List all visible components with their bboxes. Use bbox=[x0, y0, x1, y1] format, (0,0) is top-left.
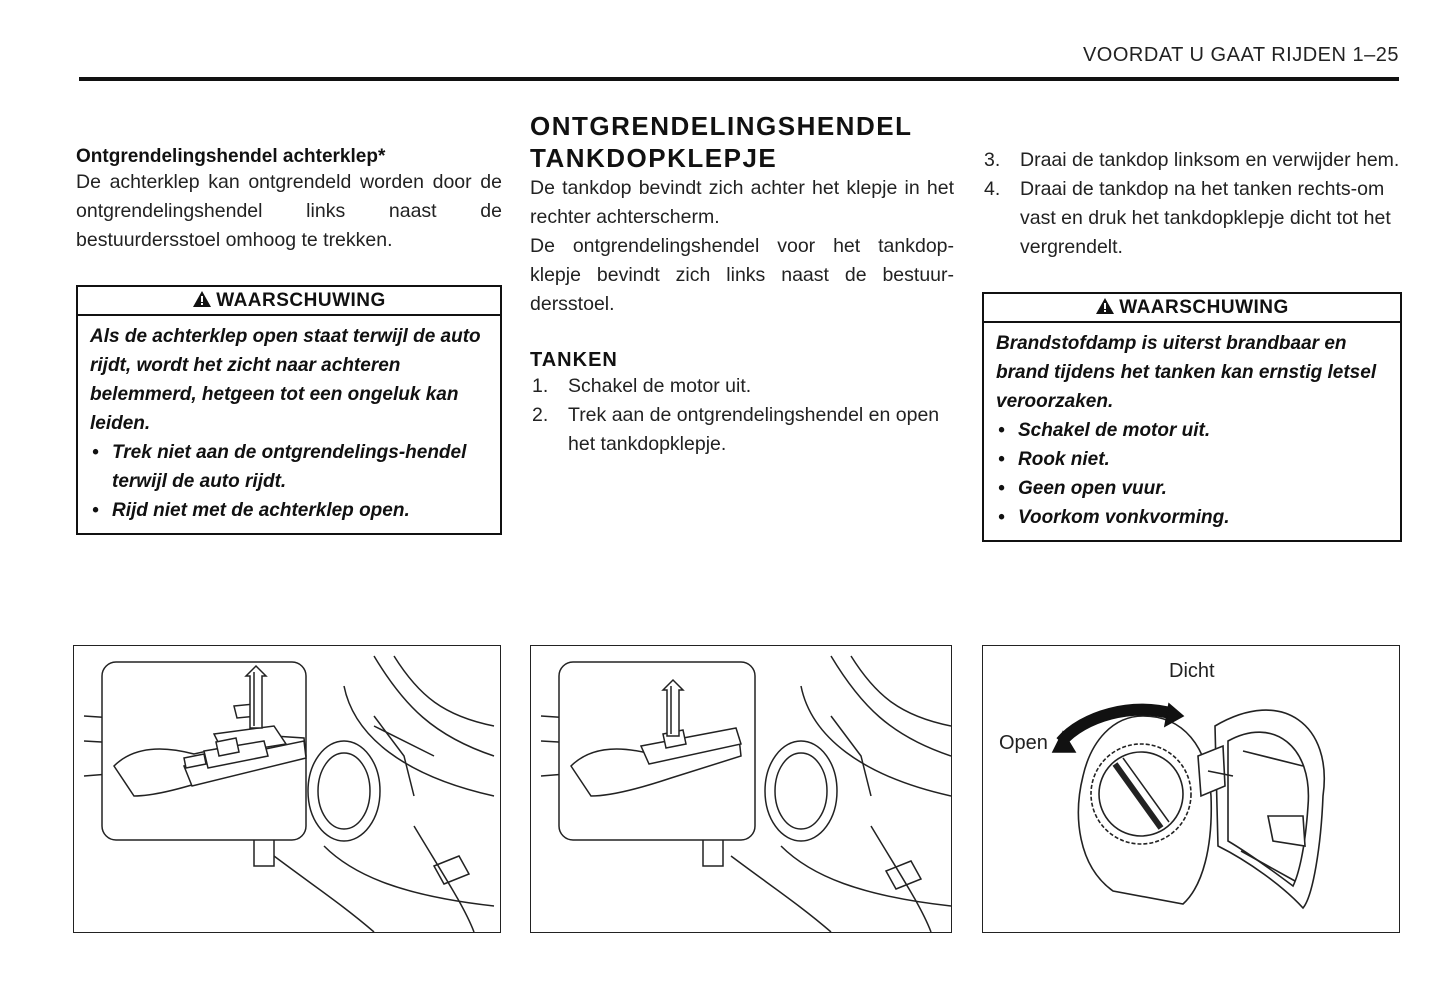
warning-header bbox=[78, 287, 500, 316]
warning-text: Als de achterklep open staat terwijl de auto rijdt, wordt het zicht naar achteren belemmerd, hetgeen tot een ongeluk kan leiden. bbox=[90, 326, 481, 434]
step-item: 2. Trek aan de ontgrendelingshendel en open het tankdopklepje. bbox=[532, 404, 940, 455]
warning-title: WAARSCHUWING bbox=[1119, 297, 1289, 318]
warning-bullet: • Rook niet. bbox=[996, 445, 1390, 474]
middle-column bbox=[530, 110, 954, 459]
fuel-cap-drawing bbox=[983, 646, 1399, 932]
fuel-warning-box bbox=[982, 292, 1402, 542]
section-heading-line1: ONTGRENDELINGSHENDEL bbox=[530, 111, 913, 141]
warning-triangle-icon bbox=[192, 290, 212, 308]
warning-bullets bbox=[996, 416, 1390, 532]
open-direction-label: Open bbox=[999, 732, 1048, 754]
fuel-door-lever-drawing bbox=[531, 646, 951, 932]
warning-header bbox=[984, 294, 1400, 323]
tailgate-warning-box bbox=[76, 285, 502, 535]
warning-bullets bbox=[90, 438, 490, 525]
warning-bullet: • Voorkom vonkvorming. bbox=[996, 503, 1390, 532]
page-header-title: VOORDAT U GAAT RIJDEN 1–25 bbox=[1082, 44, 1399, 66]
warning-body bbox=[78, 316, 500, 533]
step-item: 3. Draai de tankdop linksom en verwijder hem. bbox=[984, 149, 1400, 171]
warning-bullet: • Geen open vuur. bbox=[996, 474, 1390, 503]
warning-bullet: • Trek niet aan de ontgrendelings-hendel terwijl de auto rijdt. bbox=[90, 438, 490, 496]
warning-triangle-icon bbox=[1095, 297, 1115, 315]
tailgate-lever-drawing bbox=[74, 646, 500, 932]
tailgate-lever-illustration bbox=[73, 645, 501, 933]
refuel-subheading: TANKEN bbox=[530, 349, 618, 371]
tailgate-release-paragraph: De achterklep kan ontgrendeld worden door de ontgrendelingshendel links naast de bestuurdersstoel omhoog te trekken. bbox=[76, 171, 502, 251]
left-column bbox=[76, 110, 502, 535]
fuel-door-paragraph-1: De tankdop bevindt zich achter het klepje in het rechter achterscherm. bbox=[530, 177, 954, 228]
step-item: 1. Schakel de motor uit. bbox=[532, 375, 752, 397]
warning-body bbox=[984, 323, 1400, 540]
section-heading-line2: TANKDOPKLEPJE bbox=[530, 143, 778, 173]
warning-bullet: • Rijd niet met de achterklep open. bbox=[90, 496, 490, 525]
refuel-steps-continued bbox=[982, 146, 1402, 262]
fuel-door-paragraph-2: De ontgrendelingshendel voor het tankdop-klepje bevindt zich links naast de bestuur-dersstoel. bbox=[530, 235, 954, 315]
step-item: 4. Draai de tankdop na het tanken rechts-om vast en druk het tankdopklepje dicht tot het vergrendelt. bbox=[984, 178, 1391, 258]
fuel-cap-illustration bbox=[982, 645, 1400, 933]
header-rule bbox=[79, 77, 1399, 81]
warning-title: WAARSCHUWING bbox=[216, 290, 386, 311]
warning-bullet: • Schakel de motor uit. bbox=[996, 416, 1390, 445]
right-column bbox=[982, 146, 1402, 542]
close-direction-label: Dicht bbox=[1169, 660, 1215, 682]
refuel-steps-list bbox=[530, 372, 954, 459]
fuel-door-lever-illustration bbox=[530, 645, 952, 933]
warning-text: Brandstofdamp is uiterst brandbaar en brand tijdens het tanken kan ernstig letsel veroorzaken. bbox=[996, 333, 1377, 412]
tailgate-release-subheading: Ontgrendelingshendel achterklep* bbox=[76, 146, 386, 167]
